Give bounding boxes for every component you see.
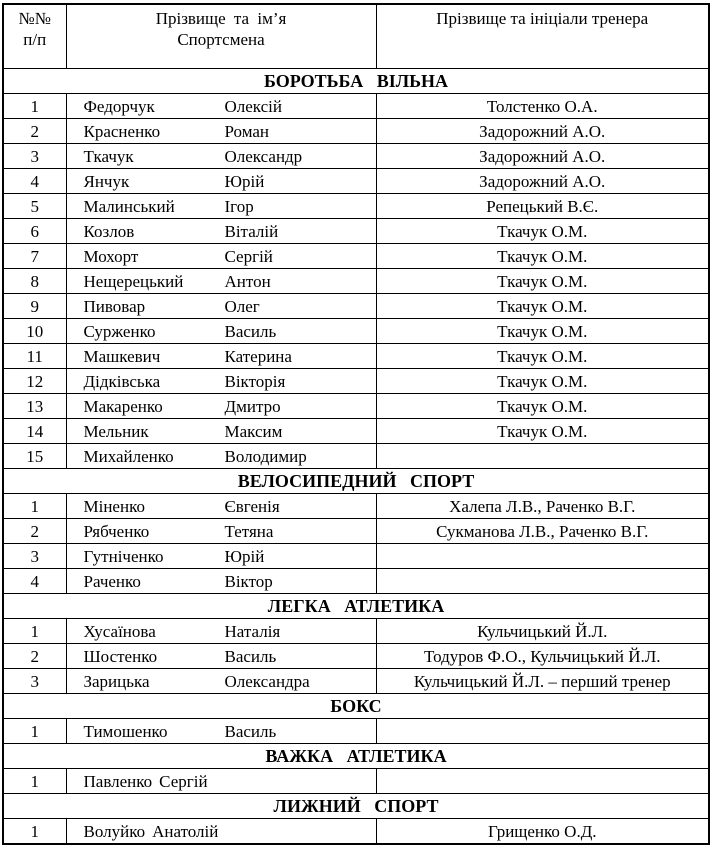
table-header-row (3, 4, 709, 69)
athlete-name-cell (66, 294, 376, 319)
table-row (3, 819, 709, 845)
section-header-row (3, 744, 709, 769)
athlete-given-name: Юрій (224, 171, 265, 191)
athlete-surname: Козлов (83, 221, 135, 241)
athlete-name-cell (66, 569, 376, 594)
trainer-name-cell: Кульчицький Й.Л. – перший тренер (376, 669, 709, 694)
row-number: 5 (3, 194, 66, 219)
athlete-surname: Міненко (83, 496, 145, 516)
column-header-number-line2: п/п (23, 30, 47, 49)
trainer-name-cell: Сукманова Л.В., Раченко В.Г. (376, 519, 709, 544)
trainer-name-cell: Ткачук О.М. (376, 319, 709, 344)
row-number: 15 (3, 444, 66, 469)
athlete-surname: Ткачук (83, 146, 134, 166)
athlete-name-cell (66, 444, 376, 469)
trainer-name-cell (376, 569, 709, 594)
athlete-name-cell (66, 669, 376, 694)
section-title: ВЕЛОСИПЕДНИЙ СПОРТ (3, 469, 709, 494)
table-row (3, 344, 709, 369)
row-number: 2 (3, 644, 66, 669)
section-title: БОКС (3, 694, 709, 719)
column-header-athlete-line2: Спортсмена (177, 30, 265, 49)
trainer-name-cell: Халепа Л.В., Раченко В.Г. (376, 494, 709, 519)
column-header-trainer: Прізвище та ініціали тренера (376, 4, 709, 69)
row-number: 2 (3, 119, 66, 144)
athlete-surname: Машкевич (83, 346, 161, 366)
athlete-name-cell (66, 394, 376, 419)
athlete-surname: Рябченко (83, 521, 150, 541)
row-number: 1 (3, 494, 66, 519)
athlete-surname: Павленко (83, 771, 153, 791)
trainer-name-cell: Ткачук О.М. (376, 244, 709, 269)
row-number: 4 (3, 569, 66, 594)
row-number: 11 (3, 344, 66, 369)
trainer-name-cell: Толстенко О.А. (376, 94, 709, 119)
table-row (3, 669, 709, 694)
athlete-surname: Дідківська (83, 371, 161, 391)
athlete-surname: Гутніченко (83, 546, 164, 566)
table-row (3, 119, 709, 144)
trainer-name-cell: Задорожний А.О. (376, 119, 709, 144)
row-number: 12 (3, 369, 66, 394)
section-header-row (3, 69, 709, 94)
athlete-given-name: Максим (224, 421, 283, 441)
athlete-given-name: Олександра (224, 671, 310, 691)
athletes-trainers-table (2, 3, 710, 845)
athlete-name-cell (66, 719, 376, 744)
athlete-surname: Красненко (83, 121, 161, 141)
trainer-name-cell: Кульчицький Й.Л. (376, 619, 709, 644)
table-row (3, 444, 709, 469)
athlete-given-name: Анатолій (152, 821, 219, 841)
athlete-given-name: Наталія (224, 621, 281, 641)
athlete-name-cell (66, 94, 376, 119)
column-header-number-line1: №№ (18, 9, 51, 28)
athlete-surname: Шостенко (83, 646, 158, 666)
table-row (3, 194, 709, 219)
trainer-name-cell: Тодуров Ф.О., Кульчицький Й.Л. (376, 644, 709, 669)
section-title: ЛЕГКА АТЛЕТИКА (3, 594, 709, 619)
row-number: 1 (3, 769, 66, 794)
athlete-given-name: Євгенія (224, 496, 280, 516)
trainer-name-cell: Ткачук О.М. (376, 394, 709, 419)
athlete-name-cell (66, 819, 376, 845)
section-header-row (3, 694, 709, 719)
athlete-given-name: Катерина (224, 346, 292, 366)
table-row (3, 244, 709, 269)
athlete-given-name: Антон (224, 271, 271, 291)
row-number: 4 (3, 169, 66, 194)
row-number: 8 (3, 269, 66, 294)
row-number: 1 (3, 819, 66, 845)
table-row (3, 369, 709, 394)
trainer-name-cell: Репецький В.Є. (376, 194, 709, 219)
athlete-surname: Янчук (83, 171, 130, 191)
athlete-surname: Макаренко (83, 396, 163, 416)
athlete-surname: Мохорт (83, 246, 139, 266)
athlete-name-cell (66, 269, 376, 294)
athlete-name-cell (66, 144, 376, 169)
table-row (3, 419, 709, 444)
athlete-given-name: Ігор (224, 196, 254, 216)
table-row (3, 169, 709, 194)
trainer-name-cell: Ткачук О.М. (376, 294, 709, 319)
trainer-name-cell: Задорожний А.О. (376, 169, 709, 194)
row-number: 6 (3, 219, 66, 244)
athlete-surname: Раченко (83, 571, 141, 591)
athlete-name-cell (66, 169, 376, 194)
athlete-surname: Нещерецький (83, 271, 184, 291)
athlete-given-name: Олег (224, 296, 260, 316)
athlete-given-name: Сергій (224, 246, 273, 266)
table-row (3, 294, 709, 319)
athlete-name-cell (66, 319, 376, 344)
athlete-given-name: Олексій (224, 96, 283, 116)
row-number: 1 (3, 719, 66, 744)
trainer-name-cell (376, 444, 709, 469)
athlete-name-cell (66, 769, 376, 794)
table-row (3, 494, 709, 519)
table-row (3, 394, 709, 419)
trainer-name-cell: Грищенко О.Д. (376, 819, 709, 845)
athlete-name-cell (66, 619, 376, 644)
trainer-name-cell: Ткачук О.М. (376, 269, 709, 294)
athlete-given-name: Василь (224, 721, 277, 741)
trainer-name-cell (376, 719, 709, 744)
athlete-given-name: Віталій (224, 221, 279, 241)
athlete-surname: Зарицька (83, 671, 150, 691)
athlete-name-cell (66, 519, 376, 544)
table-row (3, 769, 709, 794)
athlete-name-cell (66, 544, 376, 569)
trainer-name-cell (376, 544, 709, 569)
athlete-given-name: Сергій (159, 771, 208, 791)
athlete-surname: Тимошенко (83, 721, 168, 741)
athlete-given-name: Роман (224, 121, 269, 141)
table-row (3, 719, 709, 744)
section-title: ВАЖКА АТЛЕТИКА (3, 744, 709, 769)
athlete-given-name: Вікторія (224, 371, 286, 391)
section-title: БОРОТЬБА ВІЛЬНА (3, 69, 709, 94)
table-row (3, 219, 709, 244)
row-number: 9 (3, 294, 66, 319)
athlete-name-cell (66, 494, 376, 519)
athlete-given-name: Олександр (224, 146, 303, 166)
trainer-name-cell: Ткачук О.М. (376, 219, 709, 244)
athlete-given-name: Володимир (224, 446, 307, 466)
column-header-number (3, 4, 66, 69)
athlete-surname: Федорчук (83, 96, 155, 116)
table-row (3, 319, 709, 344)
athlete-given-name: Тетяна (224, 521, 274, 541)
athlete-name-cell (66, 119, 376, 144)
section-header-row (3, 794, 709, 819)
athlete-surname: Михайленко (83, 446, 174, 466)
table-row (3, 644, 709, 669)
athlete-name-cell (66, 344, 376, 369)
section-title: ЛИЖНИЙ СПОРТ (3, 794, 709, 819)
athlete-given-name: Василь (224, 321, 277, 341)
trainer-name-cell: Ткачук О.М. (376, 369, 709, 394)
trainer-name-cell: Ткачук О.М. (376, 419, 709, 444)
athlete-surname: Мельник (83, 421, 149, 441)
table-row (3, 544, 709, 569)
section-header-row (3, 469, 709, 494)
athlete-surname: Малинський (83, 196, 175, 216)
column-header-athlete-line1: Прізвище та ім’я (155, 9, 287, 28)
row-number: 13 (3, 394, 66, 419)
athlete-name-cell (66, 219, 376, 244)
athlete-name-cell (66, 419, 376, 444)
table-row (3, 144, 709, 169)
table-row (3, 519, 709, 544)
athlete-given-name: Василь (224, 646, 277, 666)
row-number: 3 (3, 669, 66, 694)
row-number: 2 (3, 519, 66, 544)
athlete-name-cell (66, 194, 376, 219)
athlete-surname: Волуйко (83, 821, 146, 841)
athlete-name-cell (66, 244, 376, 269)
athlete-surname: Пивовар (83, 296, 146, 316)
athlete-name-cell (66, 369, 376, 394)
trainer-name-cell (376, 769, 709, 794)
trainer-name-cell: Ткачук О.М. (376, 344, 709, 369)
athlete-surname: Сурженко (83, 321, 156, 341)
athlete-name-cell (66, 644, 376, 669)
trainer-name-cell: Задорожний А.О. (376, 144, 709, 169)
athlete-given-name: Дмитро (224, 396, 281, 416)
section-header-row (3, 594, 709, 619)
row-number: 1 (3, 619, 66, 644)
column-header-athlete (66, 4, 376, 69)
row-number: 3 (3, 544, 66, 569)
table-row (3, 269, 709, 294)
athlete-given-name: Віктор (224, 571, 273, 591)
row-number: 10 (3, 319, 66, 344)
athlete-surname: Хусаїнова (83, 621, 156, 641)
row-number: 7 (3, 244, 66, 269)
row-number: 1 (3, 94, 66, 119)
row-number: 14 (3, 419, 66, 444)
table-row (3, 94, 709, 119)
row-number: 3 (3, 144, 66, 169)
table-row (3, 569, 709, 594)
table-row (3, 619, 709, 644)
athlete-given-name: Юрій (224, 546, 265, 566)
